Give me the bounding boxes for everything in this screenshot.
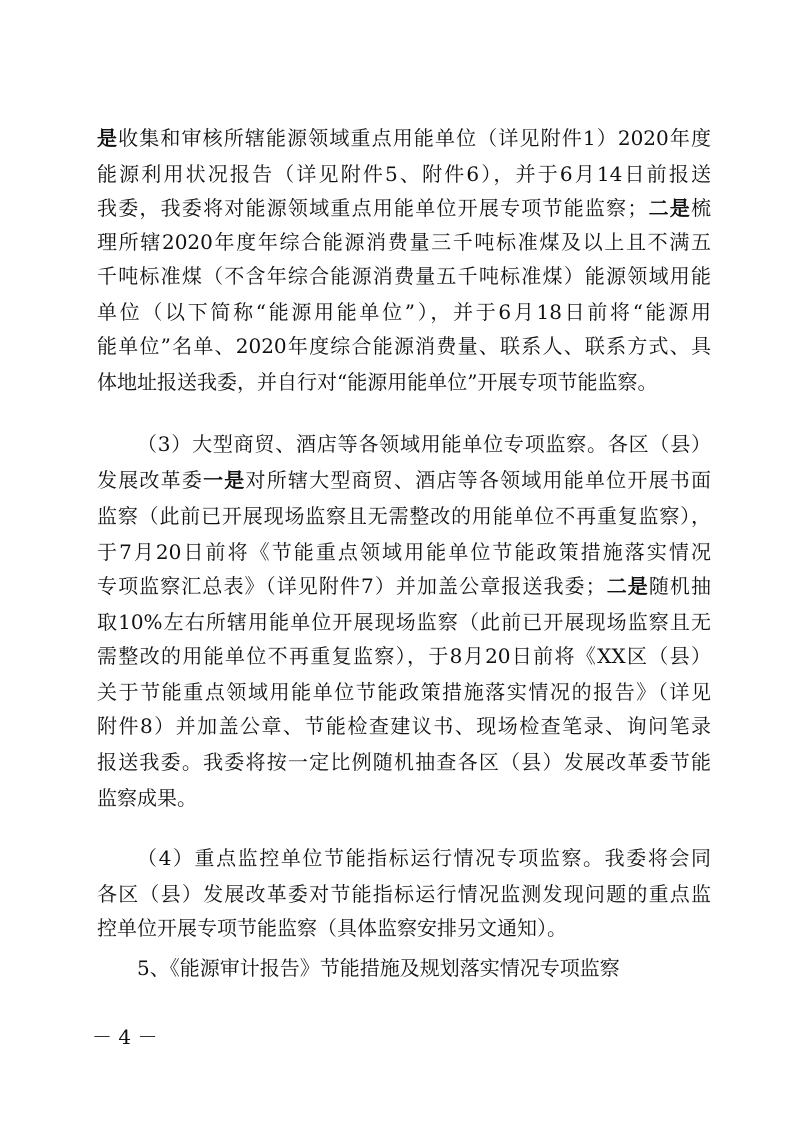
text-line — [97, 568, 711, 604]
text-line — [97, 224, 711, 260]
text-line — [97, 910, 711, 946]
text-run: 发展改革委 — [97, 468, 204, 492]
text-run: 专项监察汇总表》（详见附件7）并加盖公章报送我委； — [97, 574, 606, 598]
text-line — [97, 120, 711, 156]
text-run: 需整改的用能单位不再重复监察），于8月20日前将《XX区（县） — [97, 644, 711, 668]
text-line — [137, 840, 711, 876]
text-line — [97, 294, 711, 330]
text-run: （4）重点监控单位节能指标运行情况专项监察。我委将会同 — [137, 846, 711, 870]
text-run: 对所辖大型商贸、酒店等各领域用能单位开展书面 — [245, 468, 712, 492]
text-run: 收集和审核所辖能源领域重点用能单位（详见附件1）2020年度 — [118, 126, 711, 150]
bold-text-run: 二是 — [647, 196, 692, 220]
bold-text-run: 是 — [97, 126, 119, 150]
text-run: 取10%左右所辖用能单位开展现场监察（此前已开展现场监察且无 — [97, 610, 711, 634]
text-line — [97, 604, 711, 640]
text-line — [97, 462, 711, 498]
text-line — [137, 950, 711, 986]
text-run: 我委，我委将对能源领域重点用能单位开展专项节能监察； — [97, 196, 648, 220]
text-run: 监察（此前已开展现场监察且无需整改的用能单位不再重复监察）， — [97, 504, 711, 528]
text-run: 体地址报送我委，并自行对“能源用能单位”开展专项节能监察。 — [97, 370, 658, 394]
text-line — [97, 638, 711, 674]
text-line — [97, 190, 711, 226]
bold-text-run: 一是 — [203, 468, 246, 492]
text-line — [97, 364, 711, 400]
text-run: 能源利用状况报告（详见附件5、附件6），并于6月14日前报送 — [97, 162, 711, 186]
text-run: 梳 — [691, 196, 712, 220]
text-line — [97, 876, 711, 912]
text-run: 各区（县）发展改革委对节能指标运行情况监测发现问题的重点监 — [97, 882, 711, 906]
text-run: 千吨标准煤（不含年综合能源消费量五千吨标准煤）能源领域用能 — [97, 264, 711, 288]
text-line — [97, 534, 711, 570]
text-line — [97, 780, 711, 816]
page-number: － 4 － — [92, 1025, 158, 1049]
text-line — [97, 498, 711, 534]
text-line — [97, 328, 711, 364]
text-run: 监察成果。 — [97, 786, 197, 810]
text-run: 关于节能重点领域用能单位节能政策措施落实情况的报告》（详见 — [97, 680, 711, 704]
text-run: （3）大型商贸、酒店等各领域用能单位专项监察。各区（县） — [137, 432, 711, 456]
text-run: 随机抽 — [648, 574, 711, 598]
bold-text-run: 二是 — [605, 574, 649, 598]
text-run: 于7月20日前将《节能重点领域用能单位节能政策措施落实情况 — [97, 540, 711, 564]
text-line — [97, 744, 711, 780]
text-run: 5、《能源审计报告》节能措施及规划落实情况专项监察 — [137, 956, 620, 980]
text-line — [137, 426, 711, 462]
text-run: 单位（以下简称“能源用能单位”），并于6月18日前将“能源用 — [97, 300, 711, 324]
text-line — [97, 674, 711, 710]
text-run: 理所辖2020年度年综合能源消费量三千吨标准煤及以上且不满五 — [97, 230, 711, 254]
text-line — [97, 258, 711, 294]
text-run: 能单位”名单、2020年度综合能源消费量、联系人、联系方式、具 — [97, 334, 711, 358]
text-line — [97, 708, 711, 744]
text-run: 附件8）并加盖公章、节能检查建议书、现场检查笔录、询问笔录 — [97, 714, 711, 738]
text-line — [97, 156, 711, 192]
text-run: 控单位开展专项节能监察（具体监察安排另文通知）。 — [97, 916, 567, 940]
text-run: 报送我委。我委将按一定比例随机抽查各区（县）发展改革委节能 — [97, 750, 711, 774]
